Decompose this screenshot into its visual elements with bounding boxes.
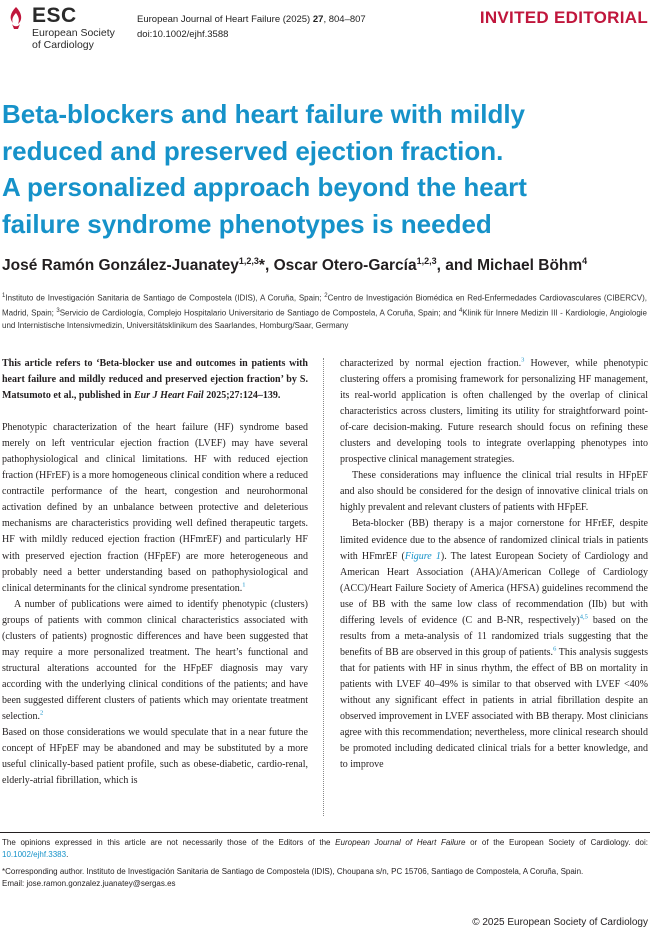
reference-link[interactable]: 2 (40, 709, 44, 717)
affil-number: 2 (324, 293, 328, 299)
refers-to-journal: Eur J Heart Fail (133, 390, 204, 402)
disclaimer-text: or of the European Society of Cardiology. doi: (465, 838, 648, 847)
body-paragraph: These considerations may influence the clinical trial results in HFpEF and also should be considered for the design of innovative clinical trials on highly prevalent and relevant clusters of patients with HFpEF. (340, 470, 648, 514)
refers-to-citation: 2025;27:124–139. (203, 390, 281, 402)
affil-number: 3 (56, 308, 60, 315)
disclaimer-journal: European Journal of Heart Failure (335, 838, 466, 847)
paragraph-text: based on the results from a meta-analysis of 11 randomized trials suggesting that the benefits of BB are observed in this group of patients. (340, 614, 648, 658)
corresponding-author (2, 866, 648, 878)
affiliations (2, 290, 647, 333)
author-name: Oscar Otero-García (273, 257, 417, 275)
esc-logo-text: ESC (32, 4, 77, 27)
esc-logo-line-2: of Cardiology (32, 39, 94, 51)
body-paragraph (2, 597, 308, 725)
author-affil-ref: 4 (582, 256, 588, 266)
author-name: Michael Böhm (477, 257, 583, 275)
body-paragraph: Based on those considerations we would speculate that in a near future the concept of HFpEF may be abandoned and may be substituted by a more useful clinically-based patient profile, such as obese-diabetic, cardio-renal, elderly-atrial fibrillation, which is (2, 727, 308, 787)
author-affil-ref: 1,2,3 (416, 256, 437, 266)
reference-link[interactable]: 4,5 (579, 613, 588, 621)
figure-link[interactable]: Figure 1 (404, 550, 441, 562)
footer-rule (0, 832, 650, 833)
title-line: reduced and preserved ejection fraction. (2, 135, 504, 166)
disclaimer-text: . (66, 849, 69, 859)
affil-text: Centro de Investigación Biomédica en Red-Enfermedades Cardiovasculares (CIBERCV), Madrid, Spain; (2, 293, 648, 318)
corresponding-label: *Corresponding author. (2, 867, 85, 876)
reference-link[interactable]: 3 (521, 356, 525, 364)
body-paragraph (2, 420, 308, 597)
reference-link[interactable]: 6 (553, 645, 557, 653)
body-paragraph (340, 356, 648, 468)
article-title (2, 96, 642, 242)
paragraph-text: This analysis suggests that for patients with HF in sinus rhythm, the effect of BB on mortality in patients with LVEF 40–49% is similar to that observed with LVEF <40% without any significant effect in patients in atrial fibrillation despite an observed improvement in LVEF associated with BB therapy. Most clinicians agree with this recommendation; nevertheless, more clinical research should be promoted including dedicated clinical trials for a better knowledge, and to improve (340, 646, 648, 771)
refers-to-text: This article refers to ‘Beta-blocker use and outcomes in patients with heart failure and mildly reduced and preserved ejection fraction’ by S. Matsumoto et al., published in (2, 358, 308, 402)
journal-citation (137, 14, 366, 25)
reference-link[interactable]: 1 (242, 581, 246, 589)
column-divider (323, 358, 324, 816)
disclaimer-doi-link[interactable]: 10.1002/ejhf.3383 (2, 849, 67, 859)
paragraph-text: However, while phenotypic clustering offers a promising framework for personalizing HF management, its real-world application is often challenged by the overlap of clinical characteristics across clusters, limiting its utility for straightforward point-of-care decision-making. Future research should focus on refining these clusters and developing tools to integrate overlapping phenotypes into prospective clinical management strategies. (340, 358, 648, 466)
author-separator: *, (258, 257, 274, 275)
paragraph-text: Phenotypic characterization of the heart failure (HF) syndrome based merely on left ventricular ejection fraction (LVEF) may have several pathophysiological and clinical limitations. HF with reduced ejection fraction (HFrEF) is a more homogeneous clinical condition where a reduced contractile performance of the heart, congestion and neurohormonal activation defined by an unbalance between protective and deleterious mechanisms are characteristics providing well defined therapeutic targets. HF with mildly reduced ejection fraction (HFmrEF) and particularly HF with preserved ejection fraction (HFpEF) are more heterogeneous and probably need a better understanding based on pathophysiological and clinical determinants for the clinical syndrome presentation. (2, 422, 308, 594)
corresponding-address: Instituto de Investigación Sanitaria de Santiago de Compostela (IDIS), Choupana s/n, PC 15706, Santiago de Compostela, A Coruña, Spain. (84, 867, 584, 876)
paragraph-text: A number of publications were aimed to identify phenotypic (clusters) groups of patients with common clinical characteristics associated with (clusters of patients) prognostic differences and have been suggested that may require a more personalized treatment. The heart’s functional and structural alterations accounted for the HFpEF diagnosis may vary according with the underlying clinical conditions of the patients; and have been suggested different clusters of patients which may orientate treatment selection. (2, 598, 308, 722)
journal-pages: , 804–807 (323, 14, 366, 25)
affil-number: 4 (458, 308, 463, 315)
journal-volume: 27 (312, 14, 324, 25)
paragraph-text: characterized by normal ejection fraction. (340, 358, 522, 369)
esc-logo-line-1: European Society (32, 27, 115, 39)
body-paragraph (340, 516, 648, 773)
refers-to-note (2, 356, 308, 404)
esc-logo-icon (6, 6, 26, 30)
journal-name: European Journal of Heart Failure (2025) (137, 14, 313, 25)
copyright-notice: © 2025 European Society of Cardiology (472, 917, 648, 928)
paragraph-text: Beta-blocker (BB) therapy is a major cornerstone for HFrEF, despite limited evidence due to the absence of randomized clinical trials in patients with HFmrEF ( (340, 518, 648, 562)
editor-disclaimer (2, 837, 648, 860)
left-column (2, 356, 308, 789)
affil-number: 1 (2, 293, 6, 299)
title-line: A personalized approach beyond the heart (2, 172, 527, 202)
paragraph-text: ). The latest European Society of Cardiology and American Heart Association (AHA)/American College of Cardiology (ACC)/Heart Failure Society of America (HFSA) guidelines recommend the use of BB with the same low class of recommendation (IIb) but with differing levels of evidence (C and B-NR, respectively) (340, 550, 648, 626)
author-list (2, 256, 647, 275)
corresponding-email[interactable]: Email: jose.ramon.gonzalez.juanatey@sergas.es (2, 879, 176, 888)
title-line: failure syndrome phenotypes is needed (2, 208, 492, 239)
article-doi[interactable]: doi:10.1002/ejhf.3588 (137, 29, 229, 40)
disclaimer-text: The opinions expressed in this article are not necessarily those of the Editors of the (2, 838, 336, 847)
affil-text: Servicio de Cardiología, Complejo Hospitalario Universitario de Santiago de Compostela, A Coruña, Spain; and (59, 308, 459, 318)
author-name: José Ramón González-Juanatey (2, 257, 239, 275)
title-line: Beta-blockers and heart failure with mildly (2, 99, 526, 129)
affil-text: Klinik für Innere Medizin III - Kardiologie, Angiologie und Internistische Intensivmedizin, Universitätsklinikum des Saarlandes, Homburg/Saar, Germany (2, 308, 648, 331)
author-separator: , and (436, 257, 478, 275)
section-tag: INVITED EDITORIAL (479, 8, 648, 27)
affil-text: Instituto de Investigación Sanitaria de Santiago de Compostela (IDIS), A Coruña, Spain; (5, 293, 325, 303)
right-column (340, 356, 648, 773)
author-affil-ref: 1,2,3 (238, 256, 259, 266)
